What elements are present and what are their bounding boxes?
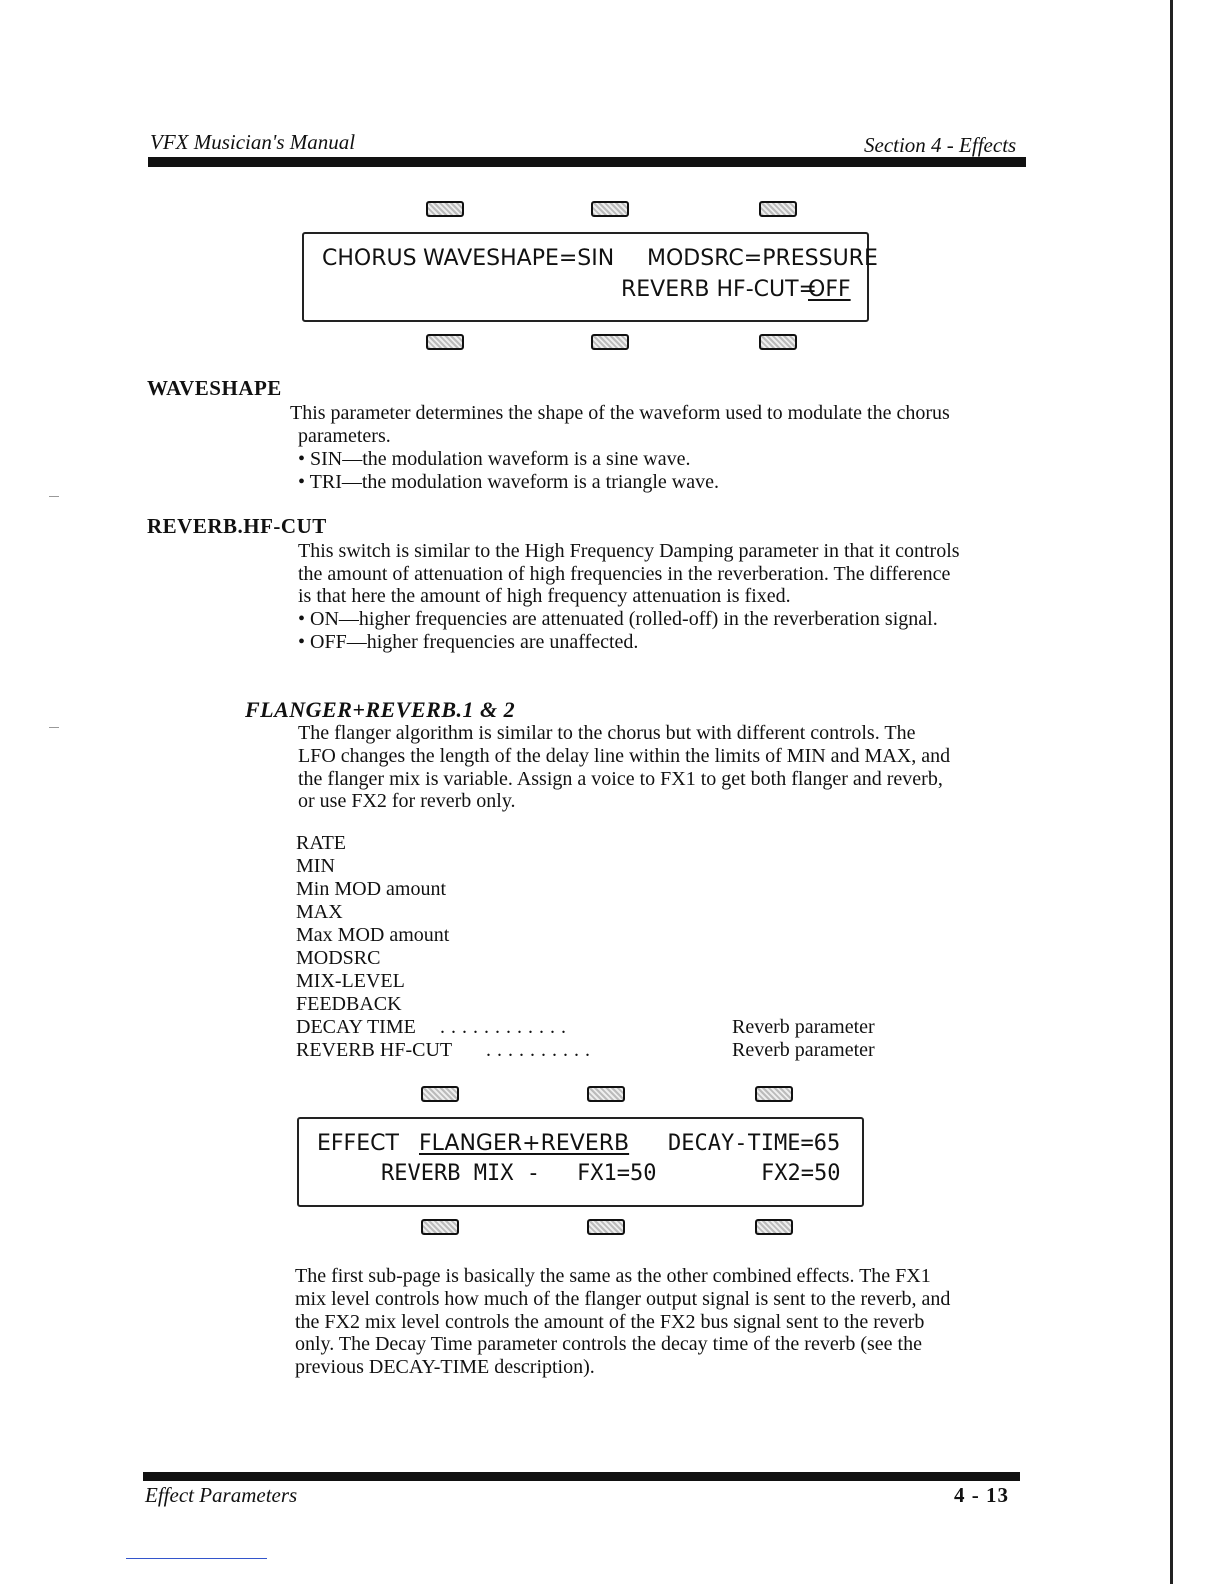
header-manual-title: VFX Musician's Manual xyxy=(150,130,356,154)
softkey-top-right[interactable] xyxy=(759,201,797,217)
softkey-top-left[interactable] xyxy=(421,1086,459,1102)
reverb-param-note: Reverb parameter xyxy=(732,1039,875,1061)
parameter-item: MIN xyxy=(296,855,335,877)
page-number: 4 - 13 xyxy=(954,1483,1009,1507)
closing-text-line: The first sub-page is basically the same as the other combined effects. The FX1 xyxy=(295,1265,931,1287)
flanger-text-line: or use FX2 for reverb only. xyxy=(298,790,516,812)
closing-text-line: the FX2 mix level controls the amount of the FX2 bus signal sent to the reverb xyxy=(295,1311,925,1333)
softkey-top-left[interactable] xyxy=(426,201,464,217)
reverb-param-name: REVERB HF-CUT xyxy=(296,1039,453,1061)
lcd-reverb-mix-label: REVERB MIX - xyxy=(381,1161,540,1186)
heading-reverb-hfcut: REVERB.HF-CUT xyxy=(147,514,327,538)
lcd-fx1-mix: FX1=50 xyxy=(577,1161,657,1186)
flanger-text-line: The flanger algorithm is similar to the chorus but with different controls. The xyxy=(298,722,916,744)
header-rule xyxy=(148,157,1026,167)
leader-dots: .......... xyxy=(486,1039,596,1061)
parameter-list xyxy=(296,832,449,1016)
lcd-effect-value: FLANGER+REVERB xyxy=(419,1131,630,1156)
hfcut-text-line: the amount of attenuation of high frequencies in the reverberation. The difference xyxy=(298,563,951,585)
list-item: • OFF—higher frequencies are unaffected. xyxy=(298,631,639,653)
flanger-text-line: the flanger mix is variable. Assign a voice to FX1 to get both flanger and reverb, xyxy=(298,768,943,790)
parameter-item: MIX-LEVEL xyxy=(296,970,405,992)
reverb-param-note: Reverb parameter xyxy=(732,1016,875,1038)
parameter-item: MODSRC xyxy=(296,947,381,969)
heading-waveshape: WAVESHAPE xyxy=(147,376,282,400)
closing-text-line: only. The Decay Time parameter controls the decay time of the reverb (see the xyxy=(295,1333,922,1355)
softkey-bottom-right[interactable] xyxy=(755,1219,793,1235)
margin-tick xyxy=(49,496,59,497)
list-item: • ON—higher frequencies are attenuated (rolled-off) in the reverberation signal. xyxy=(298,608,938,630)
page-edge-line xyxy=(1170,0,1173,1584)
footnote-link-line xyxy=(126,1558,267,1559)
lcd-fx2-mix: FX2=50 xyxy=(761,1161,841,1186)
closing-text-line: mix level controls how much of the flanger output signal is sent to the reverb, and xyxy=(295,1288,951,1310)
flanger-text-line: LFO changes the length of the delay line within the limits of MIN and MAX, and xyxy=(298,745,951,767)
lcd-display-flanger xyxy=(297,1117,864,1207)
softkey-bottom-middle[interactable] xyxy=(591,334,629,350)
lcd-effect-label: CHORUS xyxy=(322,246,417,271)
parameter-item: MAX xyxy=(296,901,343,923)
lcd-display-chorus xyxy=(302,232,878,322)
lcd-decay-time: DECAY-TIME=65 xyxy=(668,1131,841,1156)
softkey-top-middle[interactable] xyxy=(591,201,629,217)
waveshape-text-line2: parameters. xyxy=(298,425,391,447)
footer-chapter-title: Effect Parameters xyxy=(145,1483,298,1507)
closing-text-line: previous DECAY-TIME description). xyxy=(295,1356,595,1378)
lcd-waveshape-param: WAVESHAPE=SIN xyxy=(423,246,615,271)
margin-tick xyxy=(49,727,59,728)
softkey-bottom-left[interactable] xyxy=(426,334,464,350)
footer-rule xyxy=(143,1472,1020,1481)
leader-dots: ............ xyxy=(440,1016,572,1038)
softkey-bottom-right[interactable] xyxy=(759,334,797,350)
hfcut-text-line: This switch is similar to the High Frequency Damping parameter in that it controls xyxy=(298,540,960,562)
lcd-hfcut-label: REVERB HF-CUT= xyxy=(621,277,817,302)
lcd-effect-label: EFFECT xyxy=(317,1131,399,1156)
list-item: • TRI—the modulation waveform is a triangle wave. xyxy=(298,471,719,493)
hfcut-text-line: is that here the amount of high frequency attenuation is fixed. xyxy=(298,585,791,607)
parameter-item: Min MOD amount xyxy=(296,878,446,900)
parameter-item: FEEDBACK xyxy=(296,993,402,1015)
softkey-bottom-left[interactable] xyxy=(421,1219,459,1235)
softkey-top-right[interactable] xyxy=(755,1086,793,1102)
list-item: • SIN—the modulation waveform is a sine wave. xyxy=(298,448,691,470)
lcd-modsrc-param: MODSRC=PRESSURE xyxy=(647,246,878,271)
header-section-title: Section 4 - Effects xyxy=(864,133,1017,157)
parameter-item: Max MOD amount xyxy=(296,924,450,946)
reverb-param-name: DECAY TIME xyxy=(296,1016,416,1038)
waveshape-text-line1: This parameter determines the shape of the waveform used to modulate the chorus xyxy=(290,402,950,424)
heading-flanger-reverb: FLANGER+REVERB.1 & 2 xyxy=(245,697,516,722)
lcd-hfcut-value: OFF xyxy=(808,277,851,302)
parameter-item: RATE xyxy=(296,832,346,854)
softkey-bottom-middle[interactable] xyxy=(587,1219,625,1235)
softkey-top-middle[interactable] xyxy=(587,1086,625,1102)
